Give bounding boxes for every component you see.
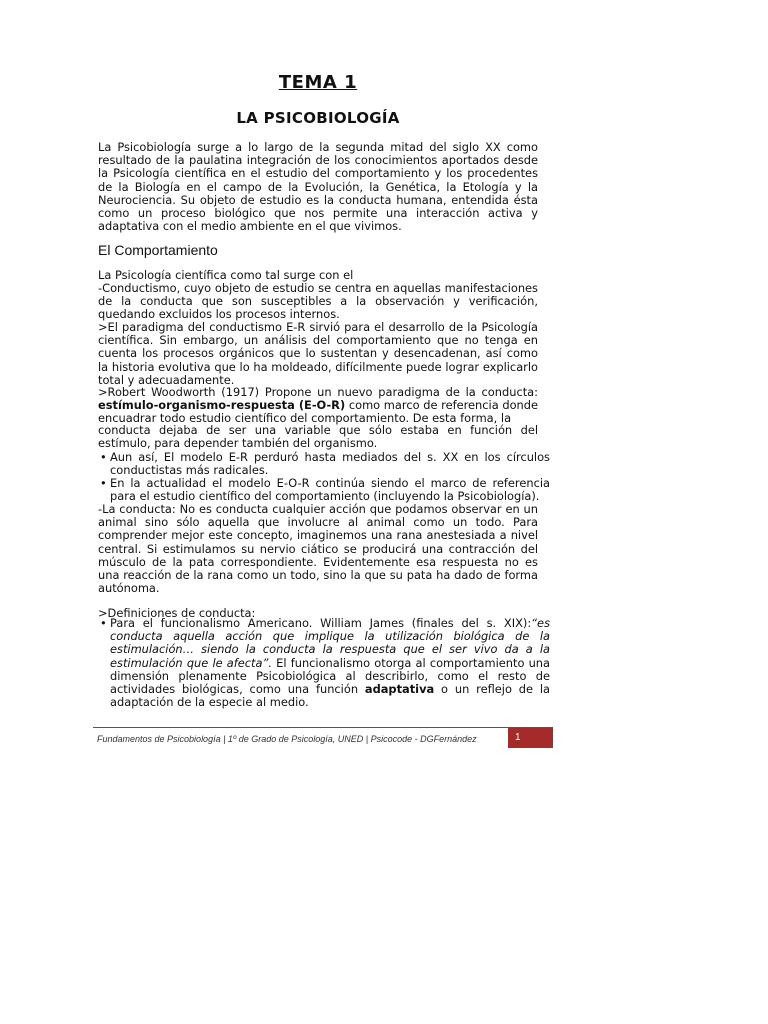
bullet-text-end: o un reflejo de la adaptación de la especie al medio. xyxy=(110,682,550,710)
eor-term: estímulo-organismo-respuesta (E-O-R) xyxy=(98,398,346,413)
paragraph-conductismo: -Conductismo, cuyo objeto de estudio se centra en aquellas manifestaciones de la conducta que son susceptibles a la observación y verificación, quedando excluidos los procesos internos. xyxy=(98,281,538,322)
bullet-item-funcionalismo xyxy=(98,617,550,709)
bullet-text: En la actualidad el modelo E-O-R continúa siendo el marco de referencia para el estudio científico del comportamiento (incluyendo la Psicobiología). xyxy=(110,476,550,504)
woodworth-text: >Robert Woodworth (1917) Propone un nuevo paradigma de la conducta: xyxy=(98,385,538,399)
bullet-text-cont: El funcionalismo otorga al comportamiento una dimensión plenamente Psicobiológica al describirlo, como el resto de actividades biológicas, como una función xyxy=(110,655,550,697)
woodworth-text-end: como marco de referencia donde encuadrar todo estudio científico del comportamiento. De esta forma, la xyxy=(98,398,539,426)
page-number-badge: 1 xyxy=(508,728,553,748)
james-quote: “es conducta aquella acción que implique la utilización biológica de la estimulación… siendo la conducta la respuesta que el ser vivo da a la estimulación que le afecta”. xyxy=(110,616,550,670)
bullet-item-eor xyxy=(98,477,550,503)
paragraph-definiciones: >Definiciones de conducta: xyxy=(98,606,256,620)
bullet-text: Para el funcionalismo Americano. William James (finales del s. XIX): xyxy=(110,616,532,630)
chapter-label: TEMA 1 xyxy=(278,72,358,93)
bullet-item-er xyxy=(98,451,550,477)
intro-paragraph: La Psicobiología surge a lo largo de la segunda mitad del siglo XX como resultado de la paulatina integración de los conocimientos aportados desde la Psicología científica en el estudio del comportamiento y los procedentes de la Biología en el campo de la Evolución, la Genética, la Etología y la Neurociencia. Su objeto de estudio es la conducta humana, entendida ésta como un proceso biológico que nos permite una interacción activa y adaptativa con el medio ambiente en el que vivimos. xyxy=(98,140,538,234)
section-heading: El Comportamiento xyxy=(98,242,218,258)
paragraph-origin: La Psicología científica como tal surge con el xyxy=(98,268,354,282)
paragraph-conducta-variable: conducta dejaba de ser una variable que sólo estaba en función del estímulo, para depender también del organismo. xyxy=(98,423,538,451)
adaptativa-term: adaptativa xyxy=(364,682,435,697)
bullet-icon: • xyxy=(100,476,107,490)
paragraph-paradigm-er: >El paradigma del conductismo E-R sirvió para el desarrollo de la Psicología científica. Sin embargo, un análisis del comportamiento que no tenga en cuenta los procesos orgánicos que lo sustentan y desencadenan, así como la historia evolutiva que lo ha moldeado, difícilmente puede lograr explicarlo total y adecuadamente. xyxy=(98,320,538,387)
paragraph-woodworth xyxy=(98,386,538,426)
page-title: LA PSICOBIOLOGÍA xyxy=(236,109,400,127)
paragraph-la-conducta: -La conducta: No es conducta cualquier acción que podamos observar en un animal sino sólo aquella que involucre al animal como un todo. Para comprender mejor este concepto, imaginemos una rana anestesiada a nivel central. Si estimulamos su nervio ciático se producirá una contracción del músculo de la pata correspondiente. Evidentemente esa respuesta no es una reacción de la rana como un todo, sino la que su pata ha dado de forma autónoma. xyxy=(98,502,538,596)
bullet-icon: • xyxy=(100,450,107,464)
bullet-icon: • xyxy=(100,616,107,630)
bullet-text: Aun así, El modelo E-R perduró hasta mediados del s. XX en los círculos conductistas más radicales. xyxy=(110,450,550,478)
footer-divider xyxy=(93,727,553,728)
footer-text: Fundamentos de Psicobiología | 1º de Grado de Psicología, UNED | Psicocode - DGFernández xyxy=(97,734,477,744)
